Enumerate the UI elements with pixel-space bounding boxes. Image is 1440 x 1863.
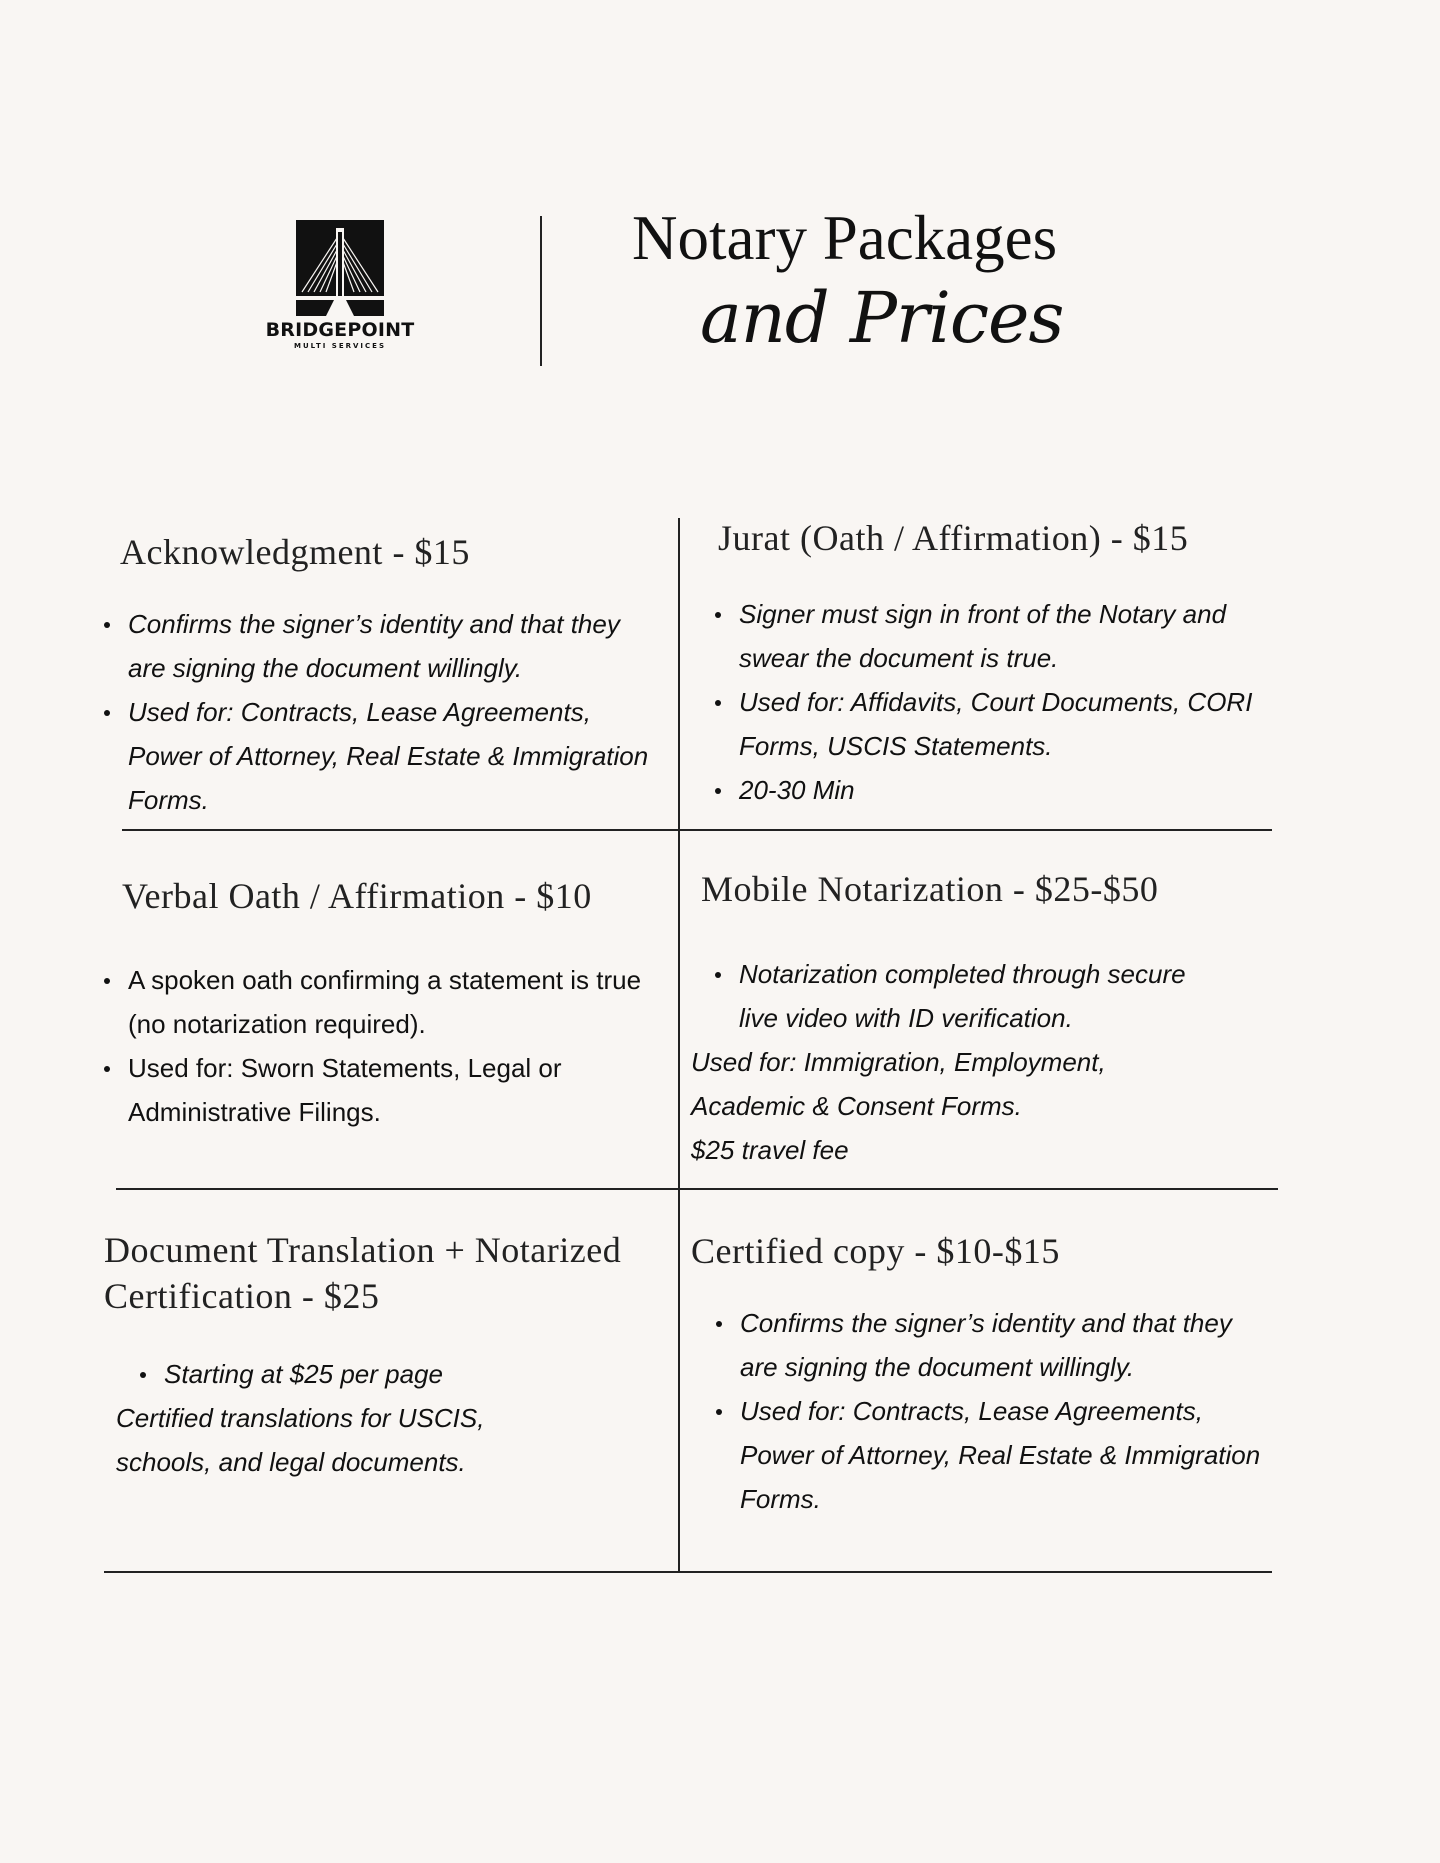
list-item: A spoken oath confirming a statement is true (no notarization required). [100,958,660,1046]
certified-copy-title: Certified copy - $10-$15 [691,1231,1060,1271]
header-divider [540,216,542,366]
translation-description-cont: schools, and legal documents. [116,1447,466,1477]
list-item: Used for: Affidavits, Court Documents, CORI Forms, USCIS Statements. [711,680,1321,768]
brand-logo [258,220,422,350]
list-item: Signer must sign in front of the Notary and swear the document is true. [711,592,1321,680]
brand-tagline: MULTI SERVICES [294,342,386,350]
translation-details [116,1352,656,1484]
mobile-used-for-cont: Academic & Consent Forms. [691,1091,1022,1121]
mobile-travel-fee: $25 travel fee [691,1135,849,1165]
grid-row-divider-3 [104,1571,1272,1573]
brand-name: BRIDGEPOINT [265,319,415,341]
verbal-oath-details [100,958,660,1134]
list-item: 20-30 Min [711,768,1321,812]
grid-row-divider-2 [116,1188,1278,1190]
certified-copy-details [712,1301,1272,1521]
page-title: Notary Packages [632,203,1058,273]
jurat-title: Jurat (Oath / Affirmation) - $15 [718,518,1189,558]
bridge-logo-icon [296,220,384,316]
mobile-used-for: Used for: Immigration, Employment, [691,1047,1106,1077]
grid-row-divider-1 [122,829,1272,831]
jurat-details [711,592,1321,812]
list-item: Used for: Sworn Statements, Legal or Administrative Filings. [100,1046,660,1134]
list-item: Used for: Contracts, Lease Agreements, Power of Attorney, Real Estate & Immigration Forms. [712,1389,1272,1521]
list-item: Notarization completed through secure live video with ID verification. [711,952,1271,1040]
list-item: Starting at $25 per page [136,1352,656,1396]
list-item: Confirms the signer’s identity and that they are signing the document willingly. [100,602,660,690]
verbal-oath-title: Verbal Oath / Affirmation - $10 [122,876,592,916]
translation-description: Certified translations for USCIS, [116,1403,485,1433]
list-item: Used for: Contracts, Lease Agreements, Power of Attorney, Real Estate & Immigration Forms. [100,690,660,822]
mobile-notarization-details [691,952,1271,1172]
mobile-notarization-title: Mobile Notarization - $25-$50 [701,869,1159,909]
acknowledgment-details [100,602,660,822]
list-item: Confirms the signer’s identity and that they are signing the document willingly. [712,1301,1272,1389]
grid-vertical-divider [678,518,680,1572]
translation-title: Document Translation + Notarized Certification - $25 [104,1230,622,1316]
page-title-script: and Prices [700,277,1064,359]
acknowledgment-title: Acknowledgment - $15 [120,532,470,572]
